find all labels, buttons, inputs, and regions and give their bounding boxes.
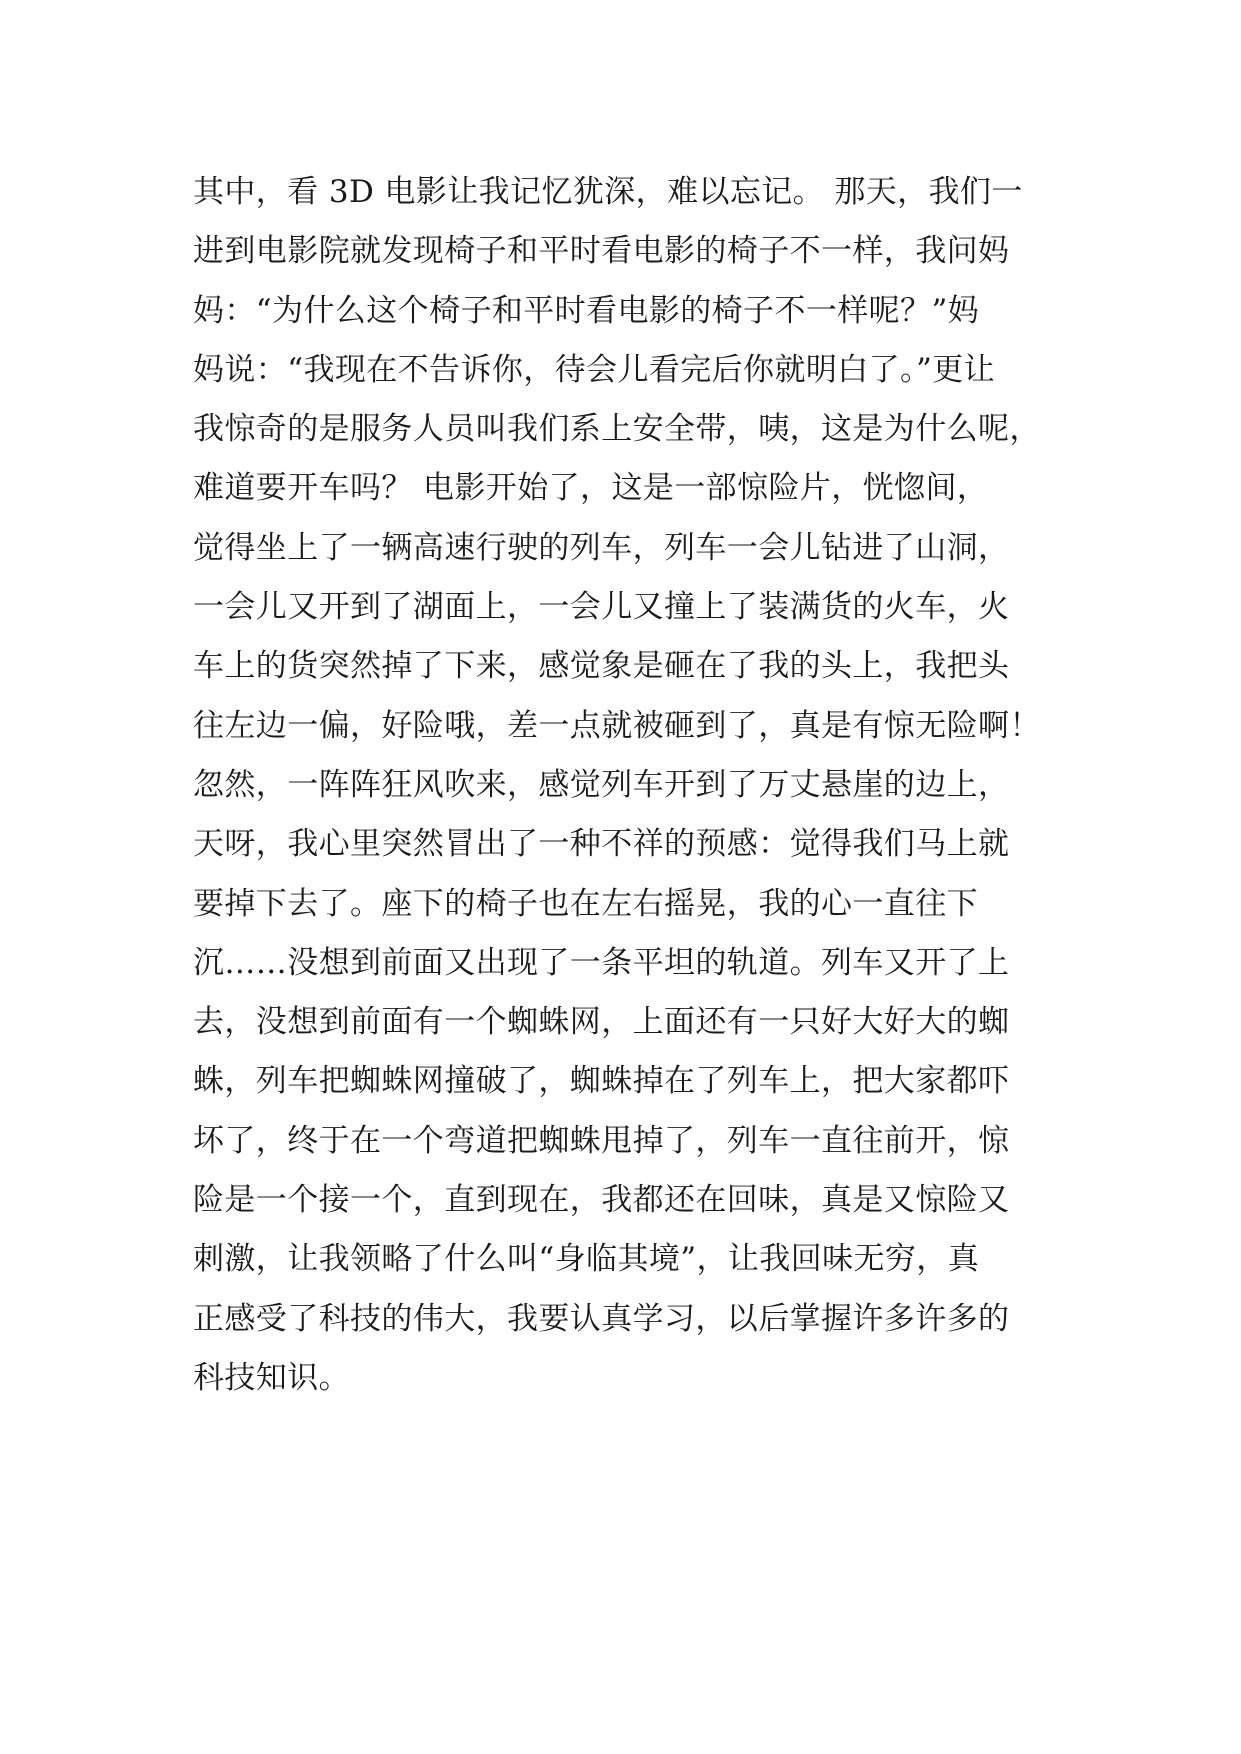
text-line: 刺激，让我领略了什么叫“身临其境”，让我回味无穷，真 xyxy=(193,1241,980,1278)
text-line: 天呀，我心里突然冒出了一种不祥的预感：觉得我们马上就 xyxy=(193,826,1010,863)
text-line: 正感受了科技的伟大，我要认真学习，以后掌握许多许多的 xyxy=(193,1300,1010,1337)
text-line: 蛛，列车把蜘蛛网撞破了，蜘蛛掉在了列车上，把大家都吓 xyxy=(193,1063,1010,1100)
text-line: 妈说：“我现在不告诉你，待会儿看完后你就明白了。”更让 xyxy=(193,351,995,388)
text-line: 沉……没想到前面又出现了一条平坦的轨道。列车又开了上 xyxy=(193,944,1010,981)
text-line: 险是一个接一个，直到现在，我都还在回味，真是又惊险又 xyxy=(193,1182,1010,1219)
text-line: 难道要开车吗？ 电影开始了，这是一部惊险片，恍惚间， xyxy=(193,470,989,507)
text-line: 忽然，一阵阵狂风吹来，感觉列车开到了万丈悬崖的边上， xyxy=(193,766,1010,803)
text-line: 进到电影院就发现椅子和平时看电影的椅子不一样，我问妈 xyxy=(193,233,1010,270)
text-line: 我惊奇的是服务人员叫我们系上安全带，咦，这是为什么呢， xyxy=(193,411,1041,448)
text-line: 要掉下去了。座下的椅子也在左右摇晃，我的心一直往下 xyxy=(193,885,978,922)
text-line: 往左边一偏，好险哦，差一点就被砸到了，真是有惊无险啊！ xyxy=(193,707,1041,744)
text-line: 一会儿又开到了湖面上，一会儿又撞上了装满货的火车，火 xyxy=(193,589,1010,626)
text-line: 去，没想到前面有一个蜘蛛网，上面还有一只好大好大的蜘 xyxy=(193,1004,1010,1041)
text-line: 妈：“为什么这个椅子和平时看电影的椅子不一样呢？”妈 xyxy=(193,292,980,329)
essay-body xyxy=(193,163,1073,1408)
text-line: 科技知识。 xyxy=(193,1359,350,1396)
text-line: 坏了，终于在一个弯道把蜘蛛甩掉了，列车一直往前开，惊 xyxy=(193,1122,1010,1159)
text-line: 觉得坐上了一辆高速行驶的列车，列车一会儿钻进了山洞， xyxy=(193,529,1010,566)
text-line: 车上的货突然掉了下来，感觉象是砸在了我的头上，我把头 xyxy=(193,648,1010,685)
text-line: 其中，看 3D 电影让我记忆犹深，难以忘记。 那天，我们一 xyxy=(193,174,1023,210)
